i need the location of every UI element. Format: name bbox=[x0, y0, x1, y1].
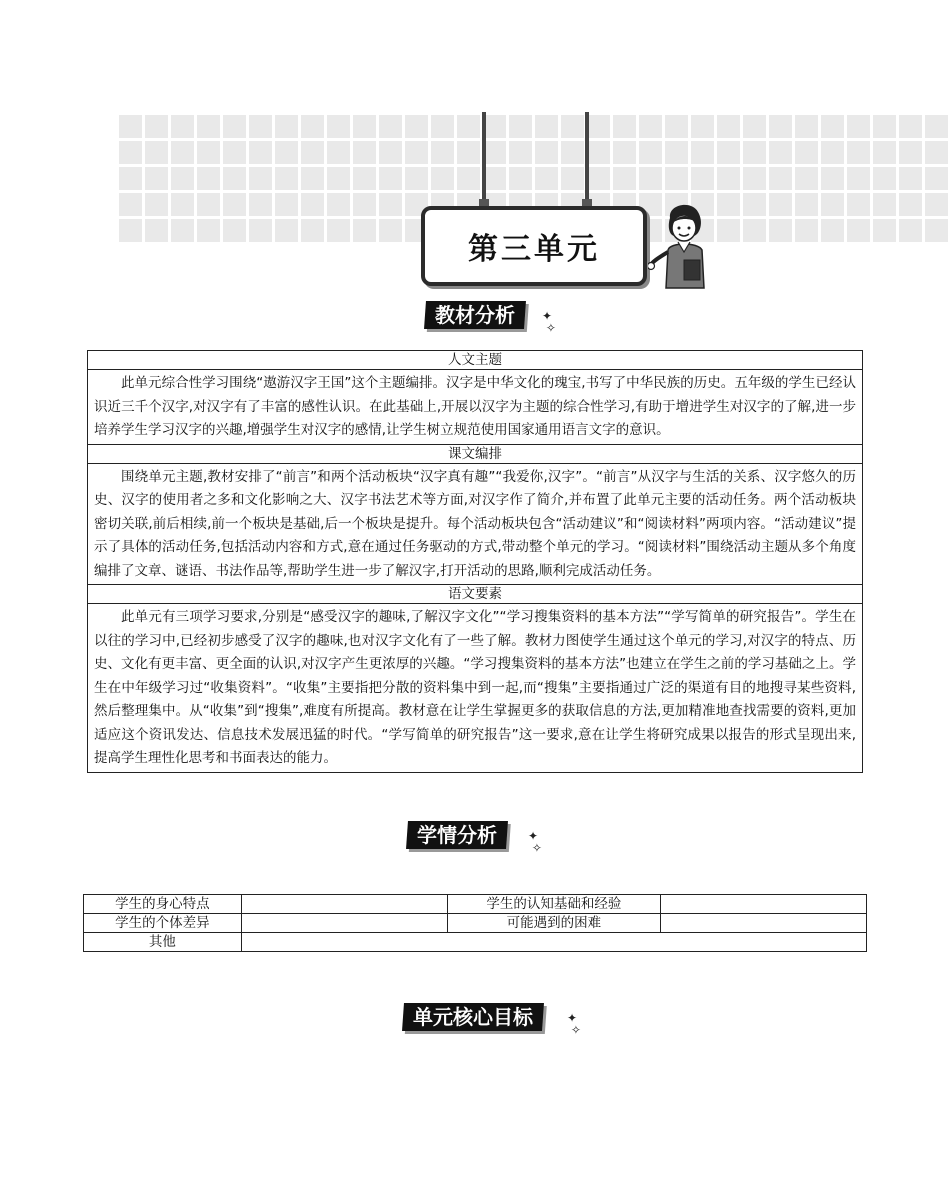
unit-title-board bbox=[421, 206, 647, 286]
label-physical-mental: 学生的身心特点 bbox=[84, 895, 242, 914]
field-individual-diff[interactable] bbox=[241, 914, 447, 933]
textbook-analysis-table bbox=[87, 350, 863, 773]
label-other: 其他 bbox=[84, 933, 242, 952]
table-paragraph: 围绕单元主题,教材安排了“前言”和两个活动板块“汉字真有趣”“我爱你,汉字”。“前言”从汉字与生活的关系、汉字悠久的历史、汉字的使用者之多和文化影响之大、汉字书法艺术等方面,对汉字作了简介,并布置了此单元主要的活动任务。两个活动板块密切关联,前后相续,前一个板块是基础,后一个板块是提升。每个活动板块包含“活动建议”和“阅读材料”两项内容。“活动建议”提示了具体的活动任务,包括活动内容和方式,意在通过任务驱动的方式,带动整个单元的学习。“阅读材料”围绕活动主题从多个角度编排了文章、谜语、书法作品等,帮助学生进一步了解汉字,打开活动的思路,顺利完成活动任务。 bbox=[88, 463, 863, 585]
field-physical-mental[interactable] bbox=[241, 895, 447, 914]
learner-analysis-table bbox=[83, 894, 867, 952]
sparkle-icon: ✦ ✧ bbox=[528, 829, 542, 855]
section-tag-core-goals bbox=[402, 1003, 544, 1031]
field-other[interactable] bbox=[241, 933, 866, 952]
table-paragraph: 此单元有三项学习要求,分别是“感受汉字的趣味,了解汉字文化”“学习搜集资料的基本方法”“学写简单的研究报告”。学生在以往的学习中,已经初步感受了汉字的趣味,也对汉字文化有了一些了解。教材力图使学生通过这个单元的学习,对汉字的特点、历史、文化有更丰富、更全面的认识,对汉字产生更浓厚的兴趣。“学习搜集资料的基本方法”也建立在学生之前的学习基础之上。学生在中年级学习过“收集资料”。“收集”主要指把分散的资料集中到一起,而“搜集”主要指通过广泛的渠道有目的地搜寻某些资料,然后整理集中。从“收集”到“搜集”,难度有所提高。教材意在让学生掌握更多的获取信息的方法,更加精准地查找需要的资料,更加适应这个资讯发达、信息技术发展迅猛的时代。“学写简单的研究报告”这一要求,意在让学生将研究成果以报告的形式呈现出来,提高学生理性化思考和书面表达的能力。 bbox=[88, 604, 863, 773]
label-individual-diff: 学生的个体差异 bbox=[84, 914, 242, 933]
label-difficulties: 可能遇到的困难 bbox=[447, 914, 661, 933]
sparkle-icon: ✦ ✧ bbox=[542, 309, 556, 335]
label-cognitive-base: 学生的认知基础和经验 bbox=[447, 895, 661, 914]
sparkle-icon: ✦ ✧ bbox=[567, 1011, 581, 1037]
section-tag-textbook-analysis bbox=[424, 301, 526, 329]
table-heading: 课文编排 bbox=[88, 444, 863, 463]
unit-title: 第三单元 bbox=[468, 232, 600, 267]
field-cognitive-base[interactable] bbox=[661, 895, 867, 914]
section-title: 单元核心目标 bbox=[413, 1005, 533, 1029]
table-heading: 人文主题 bbox=[88, 351, 863, 370]
field-difficulties[interactable] bbox=[661, 914, 867, 933]
hanging-rope-left bbox=[482, 112, 486, 206]
section-title: 教材分析 bbox=[435, 303, 515, 327]
table-heading: 语文要素 bbox=[88, 585, 863, 604]
table-paragraph: 此单元综合性学习围绕“遨游汉字王国”这个主题编排。汉字是中华文化的瑰宝,书写了中华民族的历史。五年级的学生已经认识近三千个汉字,对汉字有了丰富的感性认识。在此基础上,开展以汉字为主题的综合性学习,有助于增进学生对汉字的了解,进一步培养学生学习汉字的兴趣,增强学生对汉字的感情,让学生树立规范使用国家通用语言文字的意识。 bbox=[88, 370, 863, 445]
section-title: 学情分析 bbox=[417, 823, 497, 847]
hanging-rope-right bbox=[585, 112, 589, 206]
section-tag-learner-analysis bbox=[406, 821, 508, 849]
teacher-illustration bbox=[648, 200, 718, 290]
